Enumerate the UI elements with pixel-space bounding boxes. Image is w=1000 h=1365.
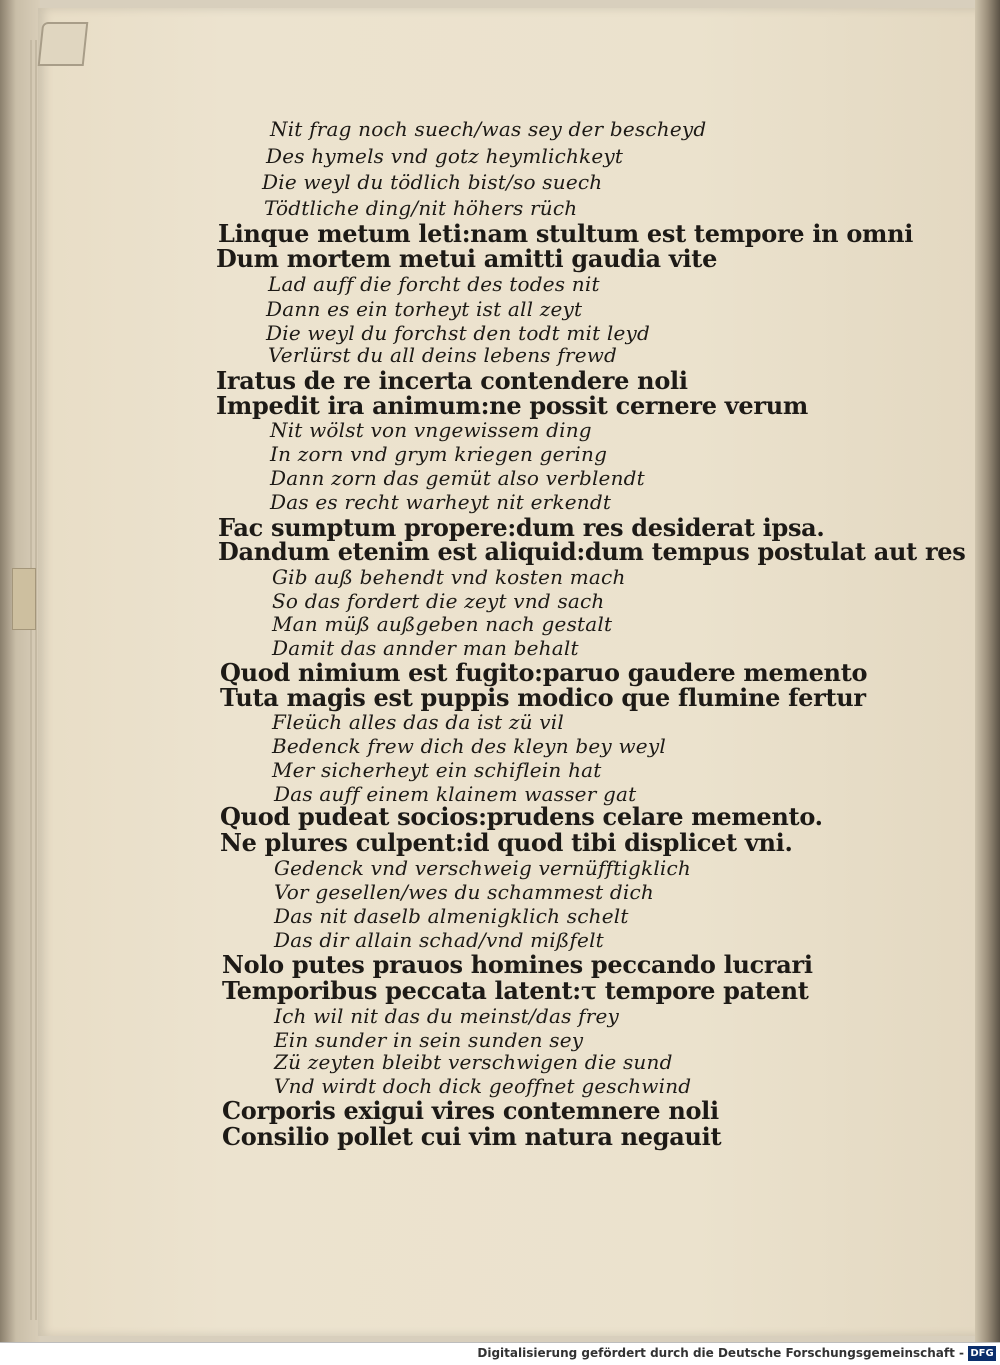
latin-line: Ne plures culpent:id quod tibi displicet vni. <box>220 828 793 857</box>
verse-line: Verlürst du all deins lebens frewd <box>268 343 618 367</box>
verse-line: Tödtliche ding/nit höhers rüch <box>264 196 578 220</box>
verse-line: Das nit daselb almenigklich schelt <box>274 904 629 928</box>
latin-line: Corporis exigui vires contemnere noli <box>222 1096 719 1125</box>
latin-line: Linque metum leti:nam stultum est tempore in omni <box>218 219 914 248</box>
verse-line: Ich wil nit das du meinst/das frey <box>274 1004 620 1028</box>
verse-line: Nit frag noch suech/was sey der bescheyd <box>270 117 707 141</box>
verse-line: Dann zorn das gemüt also verblendt <box>270 466 645 490</box>
verse-line: Vnd wirdt doch dick geoffnet geschwind <box>274 1074 692 1098</box>
latin-line: Quod pudeat socios:prudens celare memento. <box>220 802 823 831</box>
verse-line: So das fordert die zeyt vnd sach <box>272 589 605 613</box>
latin-line: Tuta magis est puppis modico que flumine fertur <box>220 683 866 712</box>
verse-line: Das auff einem klainem wasser gat <box>274 782 637 806</box>
latin-line: Iratus de re incerta contendere noli <box>216 366 688 395</box>
verse-line: Zü zeyten bleibt verschwigen die sund <box>274 1050 673 1074</box>
verse-line: Lad auff die forcht des todes nit <box>268 272 600 296</box>
verse-line: Vor gesellen/wes du schammest dich <box>274 880 654 904</box>
verse-line: Des hymels vnd gotz heymlichkeyt <box>266 144 624 168</box>
funding-credit: Digitalisierung gefördert durch die Deutsche Forschungsgemeinschaft - <box>477 1346 964 1360</box>
verse-line: Mer sicherheyt ein schiflein hat <box>272 758 602 782</box>
verse-line: Nit wölst von vngewissem ding <box>270 418 592 442</box>
latin-line: Quod nimium est fugito:paruo gaudere memento <box>220 658 868 687</box>
latin-line: Dum mortem metui amitti gaudia vite <box>216 244 718 273</box>
verse-line: Die weyl du tödlich bist/so suech <box>262 170 603 194</box>
verse-line: In zorn vnd grym kriegen gering <box>270 442 608 466</box>
viewer-footer <box>0 1342 1000 1365</box>
latin-line: Fac sumptum propere:dum res desiderat ipsa. <box>218 513 825 542</box>
latin-line: Nolo putes prauos homines peccando lucrari <box>222 950 813 979</box>
verse-line: Fleüch alles das da ist zü vil <box>272 710 564 734</box>
latin-line: Temporibus peccata latent:τ tempore patent <box>222 976 809 1005</box>
verse-line: Dann es ein torheyt ist all zeyt <box>266 297 583 321</box>
latin-line: Impedit ira animum:ne possit cernere verum <box>216 391 808 420</box>
verse-line: Ein sunder in sein sunden sey <box>274 1028 584 1052</box>
verse-line: Gib auß behendt vnd kosten mach <box>272 565 626 589</box>
verse-line: Die weyl du forchst den todt mit leyd <box>266 321 651 345</box>
verse-line: Das es recht warheyt nit erkendt <box>270 490 612 514</box>
verse-line: Gedenck vnd verschweig vernüfftigklich <box>274 856 691 880</box>
verse-line: Damit das annder man behalt <box>272 636 579 660</box>
dfg-logo: DFG <box>968 1346 996 1361</box>
verse-line: Bedenck frew dich des kleyn bey weyl <box>272 734 666 758</box>
latin-line: Dandum etenim est aliquid:dum tempus postulat aut res <box>218 537 966 566</box>
verse-line: Man müß außgeben nach gestalt <box>272 612 613 636</box>
verse-line: Das dir allain schad/vnd mißfelt <box>274 928 604 952</box>
latin-line: Consilio pollet cui vim natura negauit <box>222 1122 722 1151</box>
